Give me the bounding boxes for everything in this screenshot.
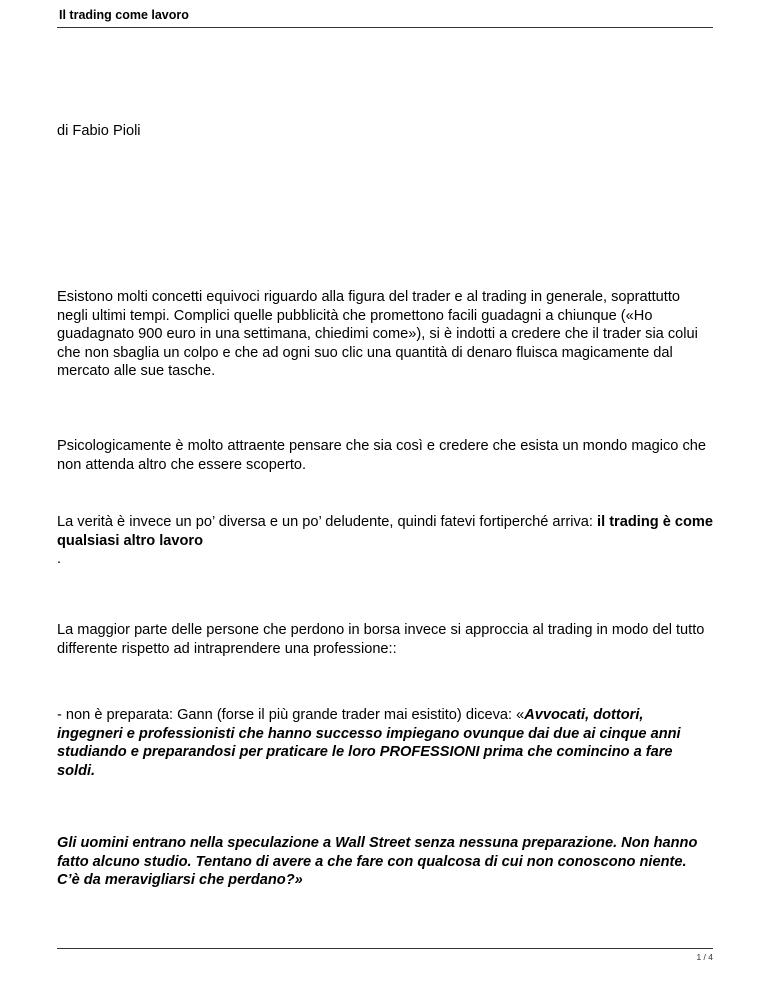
page-header: [57, 6, 713, 28]
author-line: di Fabio Pioli: [57, 123, 141, 139]
paragraph-intro: Esistono molti concetti equivoci riguardo alla figura del trader e al trading in generale, soprattutto negli ultimi tempi. Complici quelle pubblicità che promettono facili guadagni a chiunque («Ho guadagnato 900 euro in una settimana, chiedimi come»), si è indotti a credere che il trader sia colui che non sbaglia un colpo e che ad ogni suo clic una quantità di denaro fluisca magicamente dal mercato alle sue tasche.: [57, 289, 698, 379]
gann-quote-part-1: Avvocati, dottori, ingegneri e professionisti che hanno successo impiegano ovunque dai due ai cinque anni studiando e preparandosi per praticare le loro PROFESSIONI prima che comincino a fare soldi.: [57, 707, 681, 779]
paragraph-truth-bold: il trading è come qualsiasi altro lavoro: [57, 514, 713, 549]
paragraph-majority: La maggior parte delle persone che perdono in borsa invece si approccia al trading in modo del tutto differente rispetto ad intraprendere una professione::: [57, 622, 705, 657]
gann-quote-part-2: Gli uomini entrano nella speculazione a Wall Street senza nessuna preparazione. Non hanno fatto alcuno studio. Tentano di avere a che fare con qualcosa di cui non conoscono niente. C’è da meravigliarsi che perdano?»: [57, 835, 698, 888]
paragraph-truth-text: La verità è invece un po’ diversa e un po’ deludente, quindi fatevi fortiperché arriva:: [57, 514, 598, 530]
footer-divider: [57, 948, 713, 949]
paragraph-gann-text: - non è preparata: Gann (forse il più grande trader mai esistito) diceva: «: [57, 707, 525, 723]
header-divider: [57, 27, 713, 28]
paragraph-psychology: Psicologicamente è molto attraente pensare che sia così e credere che esista un mondo magico che non attenda altro che essere scoperto.: [57, 438, 706, 473]
paragraph-gann: [57, 706, 713, 780]
page-number: 1 / 4: [696, 952, 713, 962]
document-title: Il trading come lavoro: [59, 8, 189, 22]
paragraph-truth: [57, 513, 713, 569]
page-footer: [57, 948, 713, 963]
paragraph-truth-tail: .: [57, 551, 62, 567]
